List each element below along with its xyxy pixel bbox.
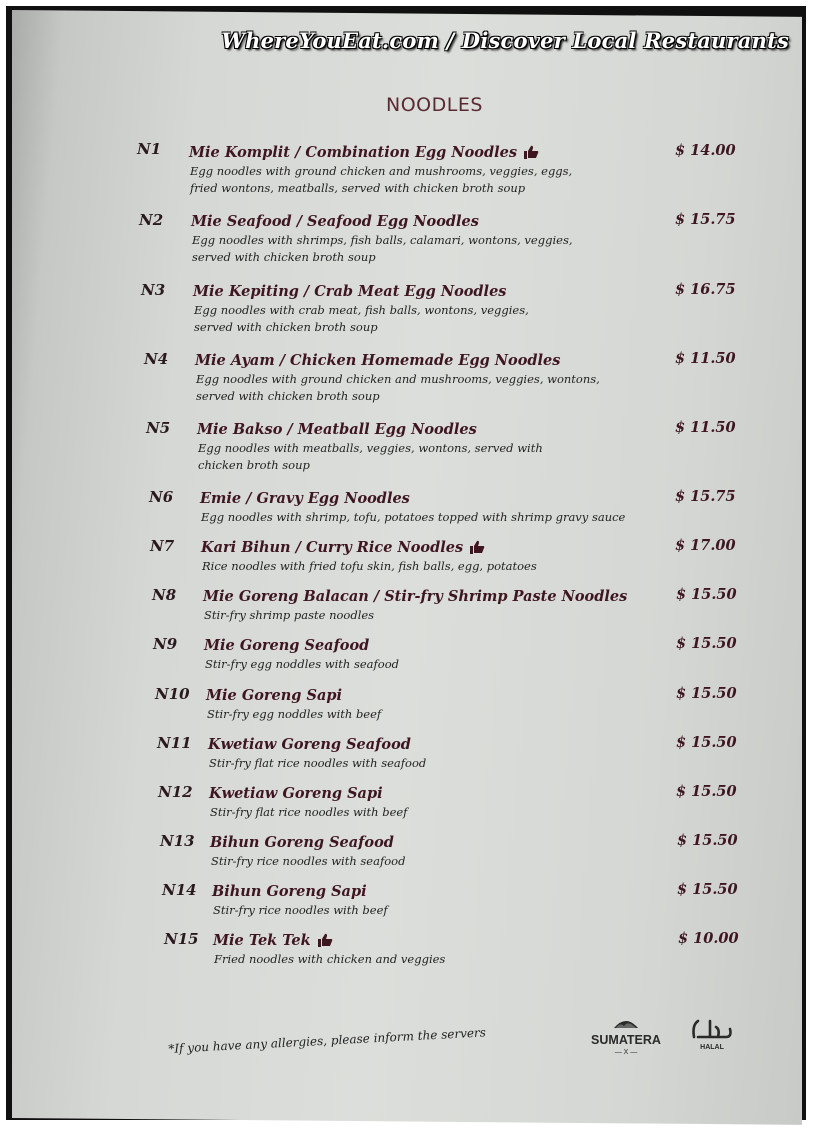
item-price: $ 16.75 [675,281,736,298]
svg-text:— X —: — X — [614,1049,638,1056]
item-description: Egg noodles with shrimp, tofu, potatoes topped with shrimp gravy sauce [201,510,626,524]
item-name-text: Kwetiaw Goreng Seafood [208,736,411,753]
item-name-text: Mie Goreng Seafood [204,637,370,654]
item-name [210,834,394,851]
item-code: N15 [164,930,199,948]
menu-item [0,348,815,408]
svg-text:SUMATERA: SUMATERA [591,1033,661,1047]
halal-logo [686,1015,736,1053]
item-price: $ 11.50 [675,419,736,436]
item-description: Rice noodles with fried tofu skin, fish balls, egg, potatoes [202,559,537,573]
item-name [195,352,560,369]
item-description: Stir-fry rice noodles with beef [213,903,388,917]
item-description: Stir-fry rice noodles with seafood [211,854,406,868]
item-name [189,144,539,163]
item-name-text: Mie Goreng Balacan / Stir-fry Shrimp Paste Noodles [203,588,628,605]
item-name [197,421,477,438]
item-name [200,490,410,507]
item-code: N8 [152,586,177,604]
item-description: Stir-fry egg noddles with beef [207,707,382,721]
item-name-text: Kari Bihun / Curry Rice Noodles [201,539,464,556]
thumbs-up-icon [469,540,485,558]
item-description: Egg noodles with shrimps, fish balls, calamari, wontons, veggies, [192,233,573,247]
item-description: Egg noodles with crab meat, fish balls, wontons, veggies, [194,303,529,317]
item-code: N4 [144,350,169,368]
item-code: N6 [149,488,174,506]
item-code: N9 [153,635,178,653]
item-code: N5 [146,419,171,437]
item-description-line2: served with chicken broth soup [192,250,376,264]
item-name [212,883,367,900]
item-name-text: Mie Ayam / Chicken Homemade Egg Noodles [195,352,561,369]
menu-item [0,209,815,269]
item-price: $ 15.50 [676,734,737,751]
item-name-text: Bihun Goreng Seafood [210,834,394,851]
item-description-line2: served with chicken broth soup [194,320,378,334]
item-name [209,785,383,802]
item-code: N11 [157,734,192,752]
item-name [213,932,333,951]
item-price: $ 15.75 [675,488,736,505]
item-description: Stir-fry flat rice noodles with beef [210,805,408,819]
item-description: Fried noodles with chicken and veggies [214,952,446,966]
item-name [193,283,506,300]
item-description: Stir-fry egg noddles with seafood [205,657,399,671]
item-code: N14 [162,881,197,899]
item-code: N7 [150,537,175,555]
item-name [208,736,411,753]
item-description-line2: chicken broth soup [198,458,310,472]
item-name-text: Emie / Gravy Egg Noodles [200,490,410,507]
thumbs-up-icon [523,145,539,163]
item-price: $ 15.50 [676,586,737,603]
item-name [206,687,342,704]
item-description-line2: served with chicken broth soup [196,389,380,403]
menu-item [0,279,815,339]
item-description: Stir-fry flat rice noodles with seafood [209,756,427,770]
item-name-text: Mie Goreng Sapi [206,687,342,704]
item-code: N12 [158,783,193,801]
allergy-footnote: *If you have any allergies, please inform the servers [168,1025,487,1056]
item-name [204,637,369,654]
item-price: $ 15.50 [676,635,737,652]
item-price: $ 14.00 [675,142,736,159]
item-name [203,588,627,605]
item-price: $ 15.50 [676,685,737,702]
item-price: $ 15.50 [677,832,738,849]
item-name-text: Mie Kepiting / Crab Meat Egg Noodles [193,283,507,300]
item-code: N10 [155,685,190,703]
item-name-text: Mie Bakso / Meatball Egg Noodles [197,421,477,438]
item-name-text: Kwetiaw Goreng Sapi [209,785,383,802]
item-code: N13 [160,832,195,850]
item-name-text: Mie Seafood / Seafood Egg Noodles [191,213,479,230]
item-price: $ 15.50 [676,783,737,800]
item-price: $ 10.00 [678,930,739,947]
item-description: Egg noodles with ground chicken and mushrooms, veggies, wontons, [196,372,600,386]
item-description: Egg noodles with ground chicken and mushrooms, veggies, eggs, [190,164,573,178]
item-code: N3 [141,281,166,299]
item-price: $ 17.00 [675,537,736,554]
section-title: NOODLES [386,94,483,116]
item-price: $ 11.50 [675,350,736,367]
item-description: Egg noodles with meatballs, veggies, wontons, served with [198,441,543,455]
item-name [201,539,485,558]
item-name-text: Mie Komplit / Combination Egg Noodles [189,144,517,161]
item-description: Stir-fry shrimp paste noodles [204,608,375,622]
menu-item [0,417,815,477]
svg-text:HALAL: HALAL [700,1044,724,1051]
menu-item [0,140,815,200]
item-price: $ 15.50 [677,881,738,898]
item-name-text: Mie Tek Tek [213,932,311,949]
item-price: $ 15.75 [675,211,736,228]
item-name-text: Bihun Goreng Sapi [212,883,367,900]
thumbs-up-icon [317,933,333,951]
item-name [191,213,479,230]
item-code: N1 [137,140,162,158]
menu-item [0,928,815,988]
watermark: WhereYouEat.com / Discover Local Restaurants [221,28,789,53]
item-description-line2: fried wontons, meatballs, served with chicken broth soup [190,181,526,195]
sumatera-logo [586,1012,666,1058]
item-code: N2 [139,211,164,229]
